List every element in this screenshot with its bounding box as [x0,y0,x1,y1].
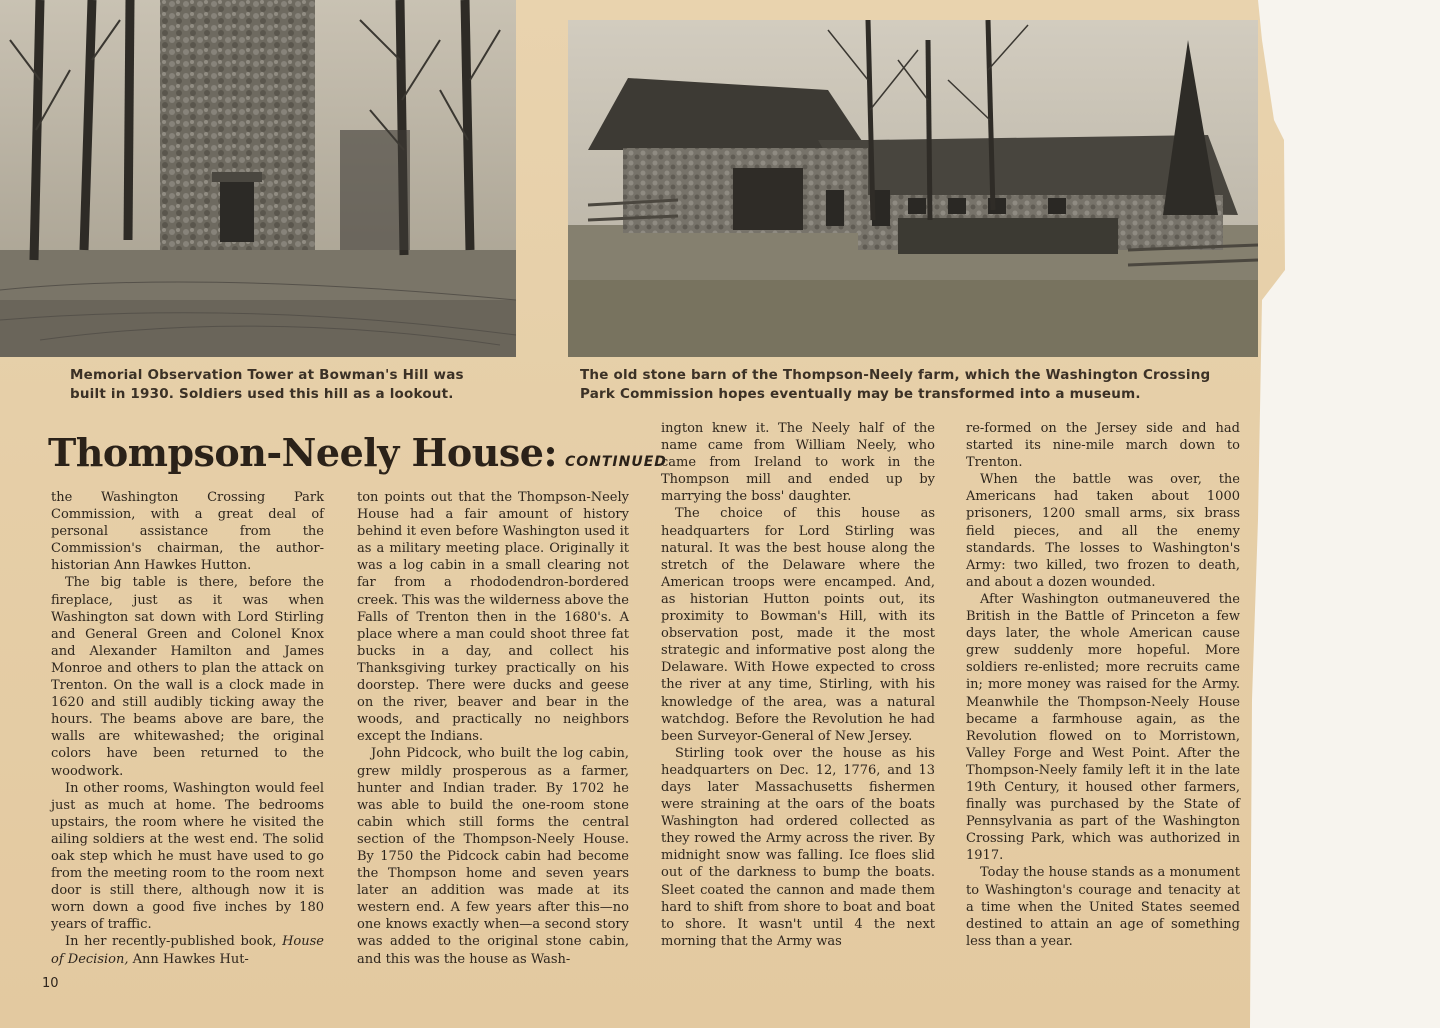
page-number: 10 [42,976,59,991]
text-column-2 [357,489,629,968]
paragraph [51,933,324,967]
paragraph: re-formed on the Jersey side and had started its nine-mile march down to Trenton. [966,421,1240,471]
headline-continued: CONTINUED [564,454,667,470]
text-column-1 [51,489,324,968]
paragraph: ton points out that the Thompson-Neely House had a fair amount of history behind it even before Washington used it as a military meeting place. Originally it was a log cabin in a small clearing not far from a rhododendron-bordered creek. This was the wilderness above the Falls of Trenton then in the 1680's. A place where a man could shoot three fat bucks in a day, and collect his Thanksgiving turkey practically on his doorstep. There were ducks and geese on the river, beaver and bear in the woods, and practically no neighbors except the Indians. [357,490,629,745]
paragraph: ington knew it. The Neely half of the name came from William Neely, who came from Ireland to work in the Thompson mill and ended up by marrying the boss' daughter. [661,421,935,505]
paragraph: Stirling took over the house as his headquarters on Dec. 12, 1776, and 13 days later Massachusetts fishermen were straining at the oars of the boats Washington had ordered collected as they rowed the Army across the river. By midnight snow was falling. Ice floes slid out of the darkness to bump the boats. Sleet coated the cannon and made them hard to shift from shore to boat and boat to shore. It wasn't until 4 the next morning that the Army was [661,745,935,949]
paragraph-text: In her recently-published book, [65,934,277,950]
barn-caption-line1: The old stone barn of the Thompson-Neely farm, which the Washington Crossing [580,367,1211,383]
article-headline [48,430,667,475]
text-column-3 [661,420,935,950]
tower-caption-line2: built in 1930. Soldiers used this hill as a lookout. [70,386,454,402]
book-title: House of Decision, [51,934,324,967]
text-column-4 [966,420,1240,950]
tower-photo [0,0,516,357]
paragraph: When the battle was over, the Americans had taken about 1000 prisoners, 1200 small arms, six brass field pieces, and all the enemy standards. The losses to Washington's Army: two killed, two frozen to death, and about a dozen wounded. [966,472,1240,590]
paragraph: The choice of this house as headquarters for Lord Stirling was natural. It was the best house along the stretch of the Delaware where the American troops were encamped. And, as historian Hutton points out, its proximity to Bowman's Hill, with its observation post, made it the most strategic and informative post along the Delaware. With Howe expected to cross the river at any time, Stirling, with his knowledge of the area, was a natural watchdog. Before the Revolution he had been Surveyor-General of New Jersey. [661,506,935,744]
tower-caption-line1: Memorial Observation Tower at Bowman's Hill was [70,367,464,383]
barn-caption [580,366,1210,404]
paragraph: In other rooms, Washington would feel just as much at home. The bedrooms upstairs, the room where he visited the ailing soldiers at the west end. The solid oak step which he must have used to go from the meeting room to the room next door is still there, although now it is worn down a good five inches by 180 years of traffic. [51,780,324,933]
paragraph: After Washington outmaneuvered the British in the Battle of Princeton a few days later, the whole American cause grew suddenly more hopeful. More soldiers re-enlisted; more recruits came in; more money was raised for the Army. Meanwhile the Thompson-Neely House became a farmhouse again, as the Revolution flowed on to Morristown, Valley Forge and West Point. After the Thompson-Neely family left it in the late 19th Century, it housed other farmers, finally was purchased by the State of Pennsylvania as part of the Washington Crossing Park, which was authorized in 1917. [966,591,1240,864]
paragraph: Today the house stands as a monument to Washington's courage and tenacity at a time when the United States seemed destined to attain an age of something less than a year. [966,865,1240,949]
tower-caption [70,366,464,404]
paragraph: John Pidcock, who built the log cabin, grew mildly prosperous as a farmer, hunter and Indian trader. By 1702 he was able to build the one-room stone cabin which still forms the central section of the Thompson-Neely House. By 1750 the Pidcock cabin had become the Thompson home and seven years later an addition was made at its western end. A few years after this—no one knows exactly when—a second story was added to the original stone cabin, and this was the house as Wash- [357,746,629,967]
headline-title: Thompson-Neely House: [48,430,557,475]
paragraph: The big table is there, before the fireplace, just as it was when Washington sat down with Lord Stirling and General Green and Colonel Knox and Alexander Hamilton and James Monroe and others to plan the attack on Trenton. On the wall is a clock made in 1620 and still audibly ticking away the hours. The beams above are bare, the walls are whitewashed; the original colors have been returned to the woodwork. [51,575,324,779]
paragraph: the Washington Crossing Park Commission, with a great deal of personal assistance from the Commission's chairman, the author-historian Ann Hawkes Hutton. [51,490,324,574]
barn-photo [568,20,1258,357]
paragraph-text: Ann Hawkes Hut- [128,951,249,967]
barn-caption-line2: Park Commission hopes eventually may be transformed into a museum. [580,386,1141,402]
